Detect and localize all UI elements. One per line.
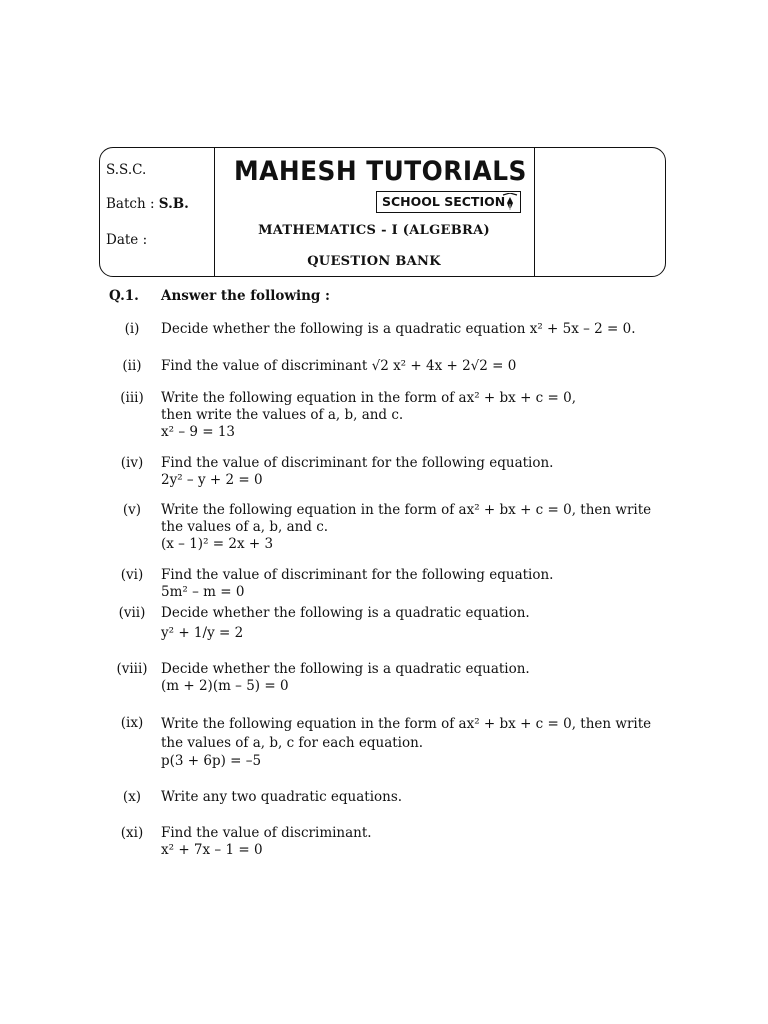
batch-value: S.B. [158, 196, 189, 212]
question-number: (iv) [120, 455, 144, 471]
question-text [161, 715, 721, 771]
question-line: (m + 2)(m – 5) = 0 [161, 678, 289, 694]
question-number: (ix) [120, 715, 144, 731]
question-text [161, 455, 721, 489]
question-line: the values of a, b, c for each equation. [161, 734, 424, 751]
question-number: (xi) [120, 825, 144, 841]
question-line: the values of a, b, and c. [161, 519, 329, 535]
question-line: Decide whether the following is a quadratic equation. [161, 661, 530, 677]
question-text [161, 789, 721, 806]
question-text [161, 321, 721, 338]
question-line: Find the value of discriminant for the following equation. [161, 567, 554, 583]
header-divider-right [534, 148, 535, 276]
section-number: Q.1. [109, 288, 139, 304]
question-line: Write any two quadratic equations. [161, 789, 403, 805]
question-line: Write the following equation in the form of ax² + bx + c = 0, [161, 390, 577, 406]
section-title: Answer the following : [161, 288, 331, 304]
question-number: (vi) [120, 567, 144, 583]
section-tag [376, 191, 521, 213]
question-line: x² + 7x – 1 = 0 [161, 842, 263, 858]
question-line: Decide whether the following is a quadratic equation x² + 5x – 2 = 0. [161, 321, 636, 337]
subject-title: MATHEMATICS - I (ALGEBRA) [258, 223, 490, 238]
question-line: Find the value of discriminant √2 x² + 4x + 2√2 = 0 [161, 358, 517, 374]
question-text [161, 390, 721, 441]
question-number: (iii) [120, 390, 144, 406]
question-line: 5m² – m = 0 [161, 584, 245, 600]
question-number: (viii) [116, 661, 148, 677]
question-number: (i) [124, 321, 140, 337]
question-line: p(3 + 6p) = –5 [161, 753, 262, 769]
question-text [161, 502, 721, 553]
question-line: (x – 1)² = 2x + 3 [161, 536, 274, 552]
question-line: Find the value of discriminant for the following equation. [161, 455, 554, 471]
date-label: Date : [106, 232, 148, 248]
question-text [161, 567, 721, 601]
batch-line [106, 196, 189, 212]
question-line: Find the value of discriminant. [161, 825, 372, 841]
question-line: then write the values of a, b, and c. [161, 407, 404, 423]
question-line: y² + 1/y = 2 [161, 625, 244, 641]
question-line: Decide whether the following is a quadratic equation. [161, 605, 530, 621]
question-text [161, 358, 721, 375]
question-line: Write the following equation in the form of ax² + bx + c = 0, then write [161, 716, 652, 732]
section-tag-label: SCHOOL SECTION [382, 194, 506, 209]
pen-icon [502, 193, 518, 211]
brand-title: MAHESH TUTORIALS [234, 156, 527, 187]
question-text [161, 825, 721, 859]
question-line: x² – 9 = 13 [161, 424, 236, 440]
doc-type-title: QUESTION BANK [307, 254, 441, 269]
question-line: 2y² – y + 2 = 0 [161, 472, 263, 488]
question-number: (x) [122, 789, 142, 805]
header-box [99, 147, 666, 277]
question-text [161, 661, 721, 695]
question-text [161, 605, 721, 642]
class-label: S.S.C. [106, 162, 147, 178]
question-line: Write the following equation in the form of ax² + bx + c = 0, then write [161, 502, 652, 518]
question-number: (ii) [122, 358, 142, 374]
question-number: (vii) [118, 605, 146, 621]
question-number: (v) [122, 502, 142, 518]
batch-label: Batch : [106, 196, 155, 212]
